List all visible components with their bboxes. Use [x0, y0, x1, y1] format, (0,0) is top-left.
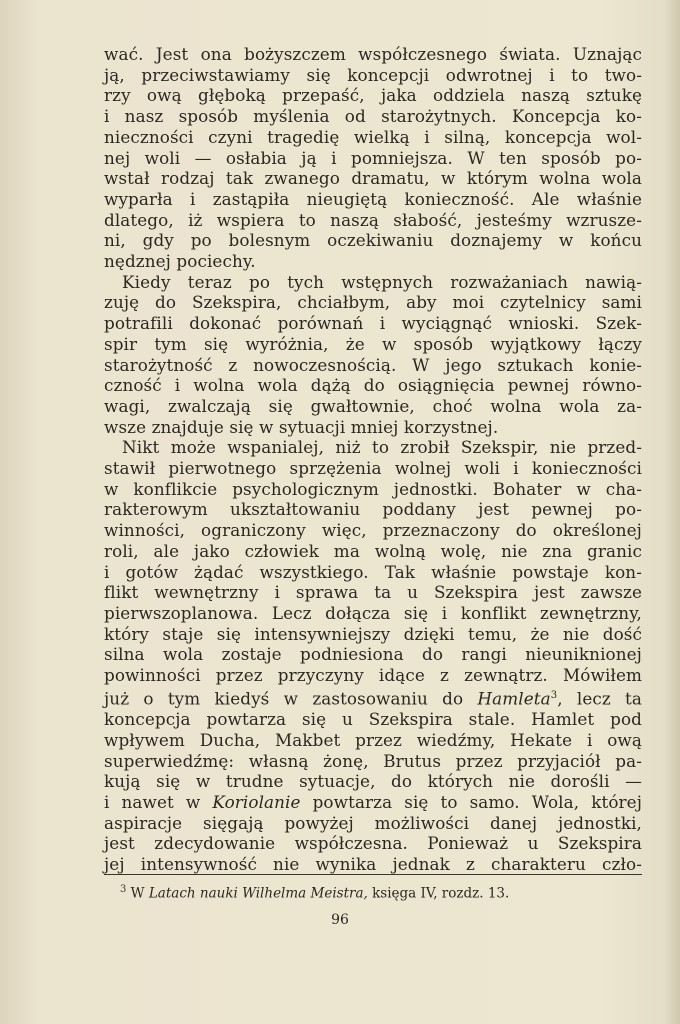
text-segment: i nawet w [104, 791, 213, 812]
text-segment: , lecz ta [557, 688, 642, 709]
italic-title: Hamleta [477, 688, 551, 709]
italic-title: Koriolanie [212, 791, 301, 812]
text-line: kują się w trudne sytuacje, do których nie dorośli — [104, 771, 642, 792]
page-edge [666, 0, 680, 1024]
text-line: czność i wolna wola dążą do osiągnięcia pewnej równo- [104, 375, 642, 396]
text-line: aspiracje sięgają powyżej możliwości danej jednostki, [104, 812, 642, 833]
text-line: dlatego, iż wspiera to naszą słabość, jesteśmy wzrusze- [104, 209, 642, 230]
text-line: superwiedźmę: własną żonę, Brutus przez przyjaciół pa- [104, 750, 642, 771]
footnote-divider [104, 874, 642, 875]
footnote-marker: 3 [120, 884, 127, 895]
paragraph-1 [104, 44, 642, 272]
text-line: roli, ale jako człowiek ma wolną wolę, nie zna granic [104, 540, 642, 561]
text-line: starożytność z nowoczesnością. W jego sztukach konie- [104, 354, 642, 375]
text-line [104, 686, 642, 709]
text-line: ją, przeciwstawiamy się koncepcji odwrotnej i to two- [104, 64, 642, 85]
text-line: nej woli — osłabia ją i pomniejsza. W ten sposób po- [104, 147, 642, 168]
text-line: w konflikcie psychologicznym jednostki. Bohater w cha- [104, 478, 642, 499]
footnote-suffix: księga IV, rozdz. 13. [367, 885, 510, 902]
text-line: stawił pierwotnego sprzężenia wolnej woli i konieczności [104, 458, 642, 479]
text-line: wstał rodzaj tak zwanego dramatu, w którym wolna wola [104, 168, 642, 189]
text-line: koncepcja powtarza się u Szekspira stale. Hamlet pod [104, 709, 642, 730]
text-line: nieczności czyni tragedię wielką i silną, koncepcja wol- [104, 126, 642, 147]
text-line: wpływem Ducha, Makbet przez wiedźmy, Hekate i ową [104, 729, 642, 750]
text-line: jest zdecydowanie współczesna. Ponieważ u Szekspira [104, 833, 642, 854]
text-line: potrafili dokonać porównań i wyciągnąć wnioski. Szek- [104, 313, 642, 334]
text-line: zuję do Szekspira, chciałbym, aby moi czytelnicy sami [104, 292, 642, 313]
text-line: spir tym się wyróżnia, że w sposób wyjątkowy łączy [104, 333, 642, 354]
footnote-ref: 3 [550, 689, 558, 701]
paragraph-2 [104, 272, 642, 438]
text-line: wsze znajduje się w sytuacji mniej korzystnej. [104, 416, 499, 437]
text-line: Nikt może wspanialej, niż to zrobił Szekspir, nie przed- [122, 437, 642, 458]
footnote-title: Latach nauki Wilhelma Meistra, [148, 885, 368, 902]
text-line: i gotów żądać wszystkiego. Tak właśnie powstaje kon- [104, 561, 642, 582]
text-line: nędznej pociechy. [104, 251, 256, 272]
text-line: wagi, zwalczają się gwałtownie, choć wolna wola za- [104, 395, 642, 416]
text-line: rzy ową głęboką przepaść, jaka oddziela naszą sztukę [104, 85, 642, 106]
text-line [104, 792, 642, 813]
text-line: powinności przez przyczyny idące z zewnątrz. Mówiłem [104, 665, 642, 686]
text-line: winności, ograniczony więc, przeznaczony do określonej [104, 520, 642, 541]
text-line: ni, gdy po bolesnym oczekiwaniu doznajemy w końcu [104, 230, 642, 251]
footnote-prefix: W [126, 885, 149, 902]
text-line: wyparła i zastąpiła nieugiętą konieczność. Ale właśnie [104, 188, 642, 209]
page-number: 96 [331, 912, 349, 928]
text-segment: powtarza się to samo. Wola, której [300, 791, 642, 812]
footnote [120, 881, 640, 903]
paragraph-3 [104, 437, 642, 874]
text-line: flikt wewnętrzny i sprawa ta u Szekspira jest zawsze [104, 582, 642, 603]
text-line: silna wola zostaje podniesiona do rangi nieuniknionej [104, 644, 642, 665]
text-line: Kiedy teraz po tych wstępnych rozważaniach nawią- [122, 271, 642, 292]
text-line: pierwszoplanowa. Lecz dołącza się i konflikt zewnętrzny, [104, 602, 642, 623]
text-line: jej intensywność nie wynika jednak z charakteru czło- [104, 854, 642, 875]
body-text [104, 44, 642, 875]
text-line: rakterowym ukształtowaniu poddany jest pewnej po- [104, 499, 642, 520]
text-segment: już o tym kiedyś w zastosowaniu do [104, 688, 478, 709]
text-line: i nasz sposób myślenia od starożytnych. Koncepcja ko- [104, 106, 642, 127]
text-line: wać. Jest ona bożyszczem współczesnego świata. Uznając [104, 44, 642, 64]
text-line: który staje się intensywniejszy dzięki temu, że nie dość [104, 623, 642, 644]
